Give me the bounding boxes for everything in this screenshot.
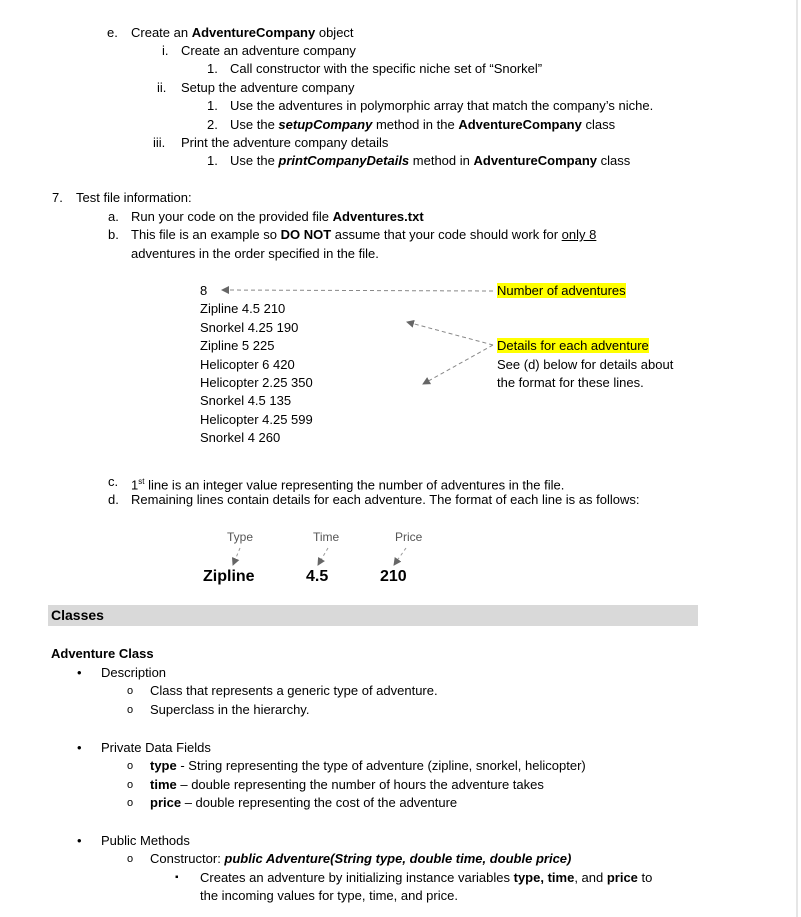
file-line: Zipline 5 225 bbox=[200, 338, 275, 353]
format-value-price: 210 bbox=[380, 568, 407, 585]
callout-count: Number of adventures bbox=[497, 283, 626, 298]
field-item: price – double representing the cost of the adventure bbox=[150, 795, 458, 810]
item-b-text: This file is an example so DO NOT assume that your code should work for only 8 bbox=[131, 227, 597, 242]
item-e-iii-marker: iii. bbox=[153, 135, 166, 150]
bullet-hollow: o bbox=[127, 685, 134, 697]
item-d-marker: d. bbox=[108, 492, 119, 507]
bullet-hollow: o bbox=[127, 779, 134, 791]
classes-header bbox=[48, 605, 698, 626]
callout-details-line3: the format for these lines. bbox=[497, 375, 644, 390]
item-e-iii-1-text: Use the printCompanyDetails method in AdventureCompany class bbox=[230, 153, 631, 168]
bullet-filled: • bbox=[77, 740, 82, 755]
item-e-ii-1-marker: 1. bbox=[207, 98, 218, 113]
item-e-i-text: Create an adventure company bbox=[181, 43, 356, 58]
constructor-detail-line2: the incoming values for type, time, and price. bbox=[200, 888, 458, 903]
callout-details: Details for each adventure bbox=[497, 338, 649, 353]
constructor-detail: Creates an adventure by initializing instance variables type, time, and price to bbox=[200, 870, 653, 885]
format-label-price: Price bbox=[395, 530, 423, 544]
file-line: Zipline 4.5 210 bbox=[200, 301, 286, 316]
bullet-filled: • bbox=[77, 665, 82, 680]
format-value-time: 4.5 bbox=[306, 568, 329, 585]
format-value-type: Zipline bbox=[203, 568, 255, 585]
item-b-marker: b. bbox=[108, 227, 119, 242]
type-arrow bbox=[233, 548, 240, 565]
item-c-text: 1st line is an integer value representing the number of adventures in the file. bbox=[131, 477, 565, 493]
bullet-hollow: o bbox=[127, 797, 134, 809]
description-label: Description bbox=[101, 665, 167, 680]
bullet-filled: • bbox=[77, 833, 82, 848]
field-item: time – double representing the number of hours the adventure takes bbox=[150, 777, 544, 792]
item-c-marker: c. bbox=[108, 474, 119, 489]
bullet-hollow: o bbox=[127, 760, 134, 772]
item-e-ii-1-text: Use the adventures in polymorphic array that match the company’s niche. bbox=[230, 98, 654, 113]
price-arrow bbox=[394, 548, 406, 565]
section-7-marker: 7. bbox=[52, 190, 63, 205]
callout-details-line2: See (d) below for details about bbox=[497, 357, 674, 372]
methods-label: Public Methods bbox=[101, 833, 190, 848]
item-b-text-line2: adventures in the order specified in the file. bbox=[131, 246, 379, 261]
file-line: Snorkel 4.25 190 bbox=[200, 320, 299, 335]
file-line: Snorkel 4.5 135 bbox=[200, 393, 292, 408]
fields-label: Private Data Fields bbox=[101, 740, 211, 755]
file-line: 8 bbox=[200, 283, 208, 298]
item-e-ii-text: Setup the adventure company bbox=[181, 80, 355, 95]
file-line: Snorkel 4 260 bbox=[200, 430, 281, 445]
section-7-title: Test file information: bbox=[76, 190, 192, 205]
format-label-type: Type bbox=[227, 530, 254, 544]
classes-header-title: Classes bbox=[51, 607, 104, 623]
bullet-hollow: o bbox=[127, 704, 134, 716]
item-e-iii-text: Print the adventure company details bbox=[181, 135, 389, 150]
time-arrow bbox=[318, 548, 328, 565]
item-e-i-1-text: Call constructor with the specific niche set of “Snorkel” bbox=[230, 61, 543, 76]
item-d-text: Remaining lines contain details for each adventure. The format of each line is as follows: bbox=[131, 492, 640, 507]
item-e-ii-2-marker: 2. bbox=[207, 117, 218, 132]
format-label-time: Time bbox=[313, 530, 340, 544]
file-line: Helicopter 4.25 599 bbox=[200, 412, 313, 427]
item-e-i-marker: i. bbox=[162, 43, 169, 58]
item-e-ii-2-text: Use the setupCompany method in the AdventureCompany class bbox=[230, 117, 616, 132]
file-line: Helicopter 6 420 bbox=[200, 357, 295, 372]
file-line: Helicopter 2.25 350 bbox=[200, 375, 313, 390]
item-e-ii-marker: ii. bbox=[157, 80, 167, 95]
item-a-text: Run your code on the provided file Adventures.txt bbox=[131, 209, 424, 224]
item-e-iii-1-marker: 1. bbox=[207, 153, 218, 168]
description-item: Superclass in the hierarchy. bbox=[150, 702, 310, 717]
description-item: Class that represents a generic type of adventure. bbox=[150, 683, 438, 698]
bullet-square: ▪ bbox=[175, 872, 179, 883]
bullet-hollow: o bbox=[127, 853, 134, 865]
count-arrow bbox=[222, 290, 493, 291]
field-item: type - String representing the type of adventure (zipline, snorkel, helicopter) bbox=[150, 758, 586, 773]
item-e-text: Create an AdventureCompany object bbox=[131, 25, 354, 40]
constructor-line: Constructor: public Adventure(String type, double time, double price) bbox=[150, 851, 572, 866]
item-e-marker: e. bbox=[107, 25, 118, 40]
adventure-class-title: Adventure Class bbox=[51, 646, 154, 661]
item-e-i-1-marker: 1. bbox=[207, 61, 218, 76]
item-a-marker: a. bbox=[108, 209, 119, 224]
details-arrow-down bbox=[423, 345, 493, 384]
details-arrow-up bbox=[407, 322, 493, 345]
